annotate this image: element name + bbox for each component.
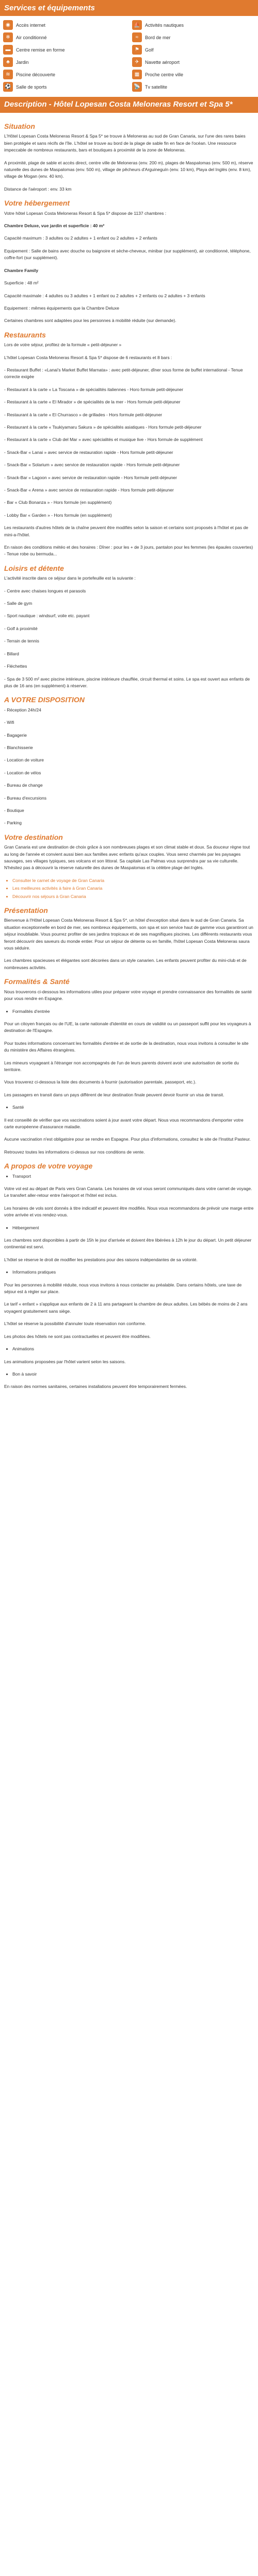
heb-text-9: Certaines chambres sont adaptées pour les personnes à mobilité réduite (sur demande). — [4, 318, 176, 324]
sante-list — [4, 1104, 254, 1111]
sante-item: • Santé — [12, 1104, 254, 1111]
formalites-text-5: Vous trouverez ci-dessous la liste des documents à fournir (autorisation parentale, passeport, etc.). — [4, 1079, 197, 1085]
loisir-item: - Centre avec chaises longues et parasols — [4, 588, 86, 594]
loisir-item: - Terrain de tennis — [4, 638, 39, 644]
restaurant-item: - Restaurant à la carte « Tsukiyamaru Sakura » de spécialités asiatiques - Hors formule petit-déjeuner — [4, 424, 202, 430]
restaurant-list — [4, 367, 254, 519]
loisir-item: - Fléchettes — [4, 664, 27, 669]
rest-note-2: En raison des conditions météo et des horaires : Dîner : pour les + de 3 jours, pantalon pour les femmes (les épaules couvertes) - Tenue robe ou bermuda... — [4, 545, 253, 557]
restaurant-item: - Restaurant Buffet : «Lanai's Market Buffet Marnata» : avec petit-déjeuner, dîner sous forme de buffet international - Tenue correcte exigée — [4, 367, 243, 380]
formalites-heading: Formalités & Santé — [4, 977, 70, 986]
destination-text: Gran Canaria est une destination de choix grâce à son nombreuses plages et son climat stable et doux. Sa douceur règne tout au long de l'année et convient aussi bien aux familles avec enfants qu'aux couples. Vous serez charmés par les paysages sauvages, ses villages typiques, ses volcans et son littoral. Sa capitale Las Palmas vous surprendra par sa vie culturelle. N'hésitez pas à découvrir la réserve naturelle des dunes de Maspalomas et la célèbre plage del Inglés. — [4, 844, 250, 871]
restaurant-item: - Snack-Bar « Lanai » avec service de restauration rapide - Hors formule petit-déjeuner — [4, 449, 173, 455]
boat-icon: ⛵ — [132, 20, 142, 30]
service-label: Salle de sports — [16, 84, 47, 90]
formalites-text-9: Retrouvez toutes les informations ci-dessus sur nos conditions de vente. — [4, 1149, 145, 1155]
restaurant-item: - Restaurant à la carte « La Toscana » de spécialités italiennes - Horo formule petit-déjeuner — [4, 386, 184, 392]
description-title: Description - Hôtel Lopesan Costa Meloneras Resort et Spa 5* — [0, 97, 258, 113]
disposition-item: - Blanchisserie — [4, 744, 33, 750]
formalites-text-4: Les mineurs voyageant à l'étranger non accompagnés de l'un de leurs parents doivent avoir une autorisation de sortie du territoire. — [4, 1060, 239, 1072]
propos-text-2: Les horaires de vols sont donnés à titre indicatif et peuvent être modifiés. Nous vous recommandons de prévoir une marge entre votre arrivée et vos rendez-vous. — [4, 1205, 254, 1218]
loisir-item: - Golf à proximité — [4, 625, 38, 631]
presentation-heading: Présentation — [4, 906, 48, 915]
loisirs-heading: Loisirs et détente — [4, 564, 64, 572]
service-item — [3, 45, 126, 55]
situation-heading: Situation — [4, 122, 35, 130]
service-label: Centre remise en forme — [16, 47, 65, 53]
infos-list — [4, 1269, 254, 1276]
service-label: Jardin — [16, 59, 29, 65]
formalites-list — [4, 1008, 254, 1015]
restaurant-item: - Restaurant à la carte « El Churrasco » de grillades - Hors formule petit-déjeuner — [4, 412, 163, 417]
formalites-text: Nous trouverons ci-dessous les informations utiles pour préparer votre voyage et prendre connaissance des formalités de santé pour vous rendre en Espagne. — [4, 989, 252, 1002]
service-item — [3, 82, 126, 92]
heb-text-4: Equipement : Salle de bains avec douche ou baignoire et sèche-cheveux, minibar (sur supplément), air conditionné, téléphone, coffre-fort (sur supplément). — [4, 248, 251, 261]
formalites-text-8: Aucune vaccination n'est obligatoire pour se rendre en Espagne. Pour plus d'informations, consultez le site de l'Institut Pasteur. — [4, 1137, 251, 1142]
satellite-icon: 📡 — [132, 82, 142, 92]
disposition-item: - Boutique — [4, 807, 24, 813]
infos-item: • Informations pratiques — [12, 1269, 254, 1276]
disposition-item: - Bagagerie — [4, 732, 27, 738]
propos-text: Votre vol est au départ de Paris vers Gran Canaria. Les horaires de vol vous seront communiqués dans votre carnet de voyage. Le transfert aller-retour entre l'aéroport et l'hôtel est inclus. — [4, 1186, 252, 1198]
presentation-text-2: Les chambres spacieuses et élégantes sont décorées dans un style canarien. Les enfants peuvent profiter du mini-club et de nombreuses activités. — [4, 958, 247, 970]
heb-text-2: Chambre Deluxe, vue jardin et superficie : 40 m² — [4, 223, 105, 229]
disposition-heading: A VOTRE DISPOSITION — [4, 696, 85, 704]
pool-icon: ≋ — [3, 70, 13, 79]
formalites-text-7: Il est conseillé de vérifier que vos vaccinations soient à jour avant votre départ. Nous vous recommandons d'emporter votre carte européenne d'assurance maladie. — [4, 1117, 244, 1129]
loisir-item: - Salle de gym — [4, 601, 33, 606]
service-label: Golf — [145, 47, 154, 53]
destination-links — [4, 877, 254, 900]
disposition-item: - Bureau de change — [4, 783, 43, 788]
bon-a-savoir-item: • Bon à savoir — [12, 1371, 254, 1378]
propos-text-9: Les animations proposées par l'hôtel varient selon les saisons. — [4, 1359, 126, 1364]
wave-icon: ≈ — [132, 32, 142, 42]
loisirs-list — [4, 588, 254, 670]
hebergement-heading: Votre hébergement — [4, 199, 70, 208]
service-label: Piscine découverte — [16, 72, 56, 77]
hebergement-list — [4, 1225, 254, 1231]
service-label: Navette aéroport — [145, 59, 180, 65]
formalites-text-3: Pour toutes informations concernant les formalités d'entrée et de sortie de la destination, nous vous invitons à consulter le site du ministère des Affaires étrangères. — [4, 1040, 249, 1053]
formalites-text-2: Pour un citoyen français ou de l'UE, la carte nationale d'identité en cours de validité ou un passeport suffit pour les voyageurs à destination de l'Espagne. — [4, 1021, 251, 1033]
animations-list — [4, 1346, 254, 1352]
disposition-item: - Location de voiture — [4, 757, 44, 763]
service-item — [3, 20, 126, 30]
situation-text-2: A proximité, plage de sable et accès direct, centre ville de Meloneras (env. 200 m), plages de Maspalomas (env. 500 m), réserve naturelle des dunes de Maspalomas (env. 500 m), village de pêcheurs d'Arguineguín (env. 10 km), Playa del Inglés (env. 8 km), village de Mogan (env. 40 km). — [4, 160, 253, 179]
disposition-item: - Wifi — [4, 720, 14, 725]
golf-icon: ⚑ — [132, 45, 142, 55]
service-label: Air conditionné — [16, 35, 47, 40]
service-label: Proche centre ville — [145, 72, 184, 77]
service-item — [132, 57, 255, 67]
destination-link[interactable]: • Les meilleures activités à faire à Gran Canaria — [12, 885, 254, 892]
disposition-item: - Bureau d'excursions — [4, 795, 46, 801]
service-item — [3, 57, 126, 67]
heb-text-6: Superficie : 48 m² — [4, 280, 39, 286]
service-label: Bord de mer — [145, 35, 171, 40]
services-title: Services et équipements — [0, 0, 258, 16]
animations-item: • Animations — [12, 1346, 254, 1352]
situation-text-3: Distance de l'aéroport : env. 33 km — [4, 186, 72, 192]
restaurant-item: - Restaurant à la carte « El Mirador » de spécialités de la mer - Hors formule petit-déjeuner — [4, 399, 181, 405]
heb-text-8: Equipement : mêmes équipements que la Chambre Deluxe — [4, 305, 120, 311]
destination-link[interactable]: • Découvrir nos séjours à Gran Canaria — [12, 893, 254, 900]
services-grid — [0, 16, 258, 97]
city-icon: ▦ — [132, 70, 142, 79]
propos-text-3: Les chambres sont disponibles à partir de 15h le jour d'arrivée et doivent être libérées à 12h le jour du départ. Un petit déjeuner continental est servi. — [4, 1238, 252, 1250]
service-item — [132, 20, 255, 30]
disposition-item: - Location de vélos — [4, 770, 41, 775]
description-content — [0, 113, 258, 1391]
disposition-item: - Parking — [4, 820, 22, 826]
rest-text-2: L'hôtel Lopesan Costa Meloneras Resort & Spa 5* dispose de 6 restaurants et 8 bars : — [4, 354, 172, 360]
heb-text-5: Chambre Family — [4, 267, 39, 273]
propos-text-5: Pour les personnes à mobilité réduite, nous vous invitons à nous contacter au préalable. Dans certains hôtels, une taxe de séjour est à régler sur place. — [4, 1282, 242, 1295]
wifi-icon: ◉ — [3, 20, 13, 30]
loisirs-text: L'activité inscrite dans ce séjour dans le portefeuille est la suivante : — [4, 575, 136, 581]
dumbbell-icon: ▬ — [3, 45, 13, 55]
rest-text-1: Lors de votre séjour, profitez de la formule « petit-déjeuner » — [4, 342, 122, 348]
propos-text-7: L'hôtel se réserve la possibilité d'annuler toute réservation non conforme. — [4, 1321, 146, 1327]
propos-text-8: Les photos des hôtels ne sont pas contractuelles et peuvent être modifiées. — [4, 1333, 151, 1339]
propos-text-4: L'hôtel se réserve le droit de modifier les prestations pour des raisons indépendantes de sa volonté. — [4, 1257, 198, 1262]
heb-text-1: Votre hôtel Lopesan Costa Meloneras Resort & Spa 5* dispose de 1137 chambres : — [4, 210, 167, 216]
propos-text-10: En raison des normes sanitaires, certaines installations peuvent être temporairement fermées. — [4, 1384, 187, 1389]
heb-text-3: Capacité maximum : 3 adultes ou 2 adultes + 1 enfant ou 2 adultes + 2 enfants — [4, 235, 157, 241]
hebergement-item: • Hébergement — [12, 1225, 254, 1231]
service-item — [3, 32, 126, 42]
plane-icon: ✈ — [132, 57, 142, 67]
sports-icon: ⚽ — [3, 82, 13, 92]
bon-a-savoir-list — [4, 1371, 254, 1378]
situation-text-1: L'Hôtel Lopesan Costa Meloneras Resort & Spa 5* se trouve à Meloneras au sud de Gran Canaria, sur l'une des rares baies bien protégée et sans récifs de l'île. L'hôtel se trouve au bord de la plage de sable fin en face de l'océan. Une ressource impeccable de nombreux restaurants, bars et boutiques à proximité de la zone de Meloneras. — [4, 133, 246, 153]
snowflake-icon: ❄ — [3, 32, 13, 42]
restaurant-item: - Snack-Bar « Solarium » avec service de restauration rapide - Hors formule petit-déjeuner — [4, 462, 180, 468]
loisir-item: - Sport nautique : windsurf, voile etc. payant — [4, 613, 90, 619]
restaurant-item: - Restaurant à la carte « Club del Mar » avec spécialités et musique live - Hors formule de supplément — [4, 437, 203, 443]
restaurant-item: - Lobby Bar « Garden » - Hors formule (en supplément) — [4, 512, 112, 518]
service-label: Tv satellite — [145, 84, 168, 90]
disposition-list — [4, 707, 254, 827]
transport-list — [4, 1173, 254, 1180]
service-item — [132, 70, 255, 79]
service-label: Activités nautiques — [145, 22, 184, 28]
destination-heading: Votre destination — [4, 833, 63, 841]
heb-text-7: Capacité maximale : 4 adultes ou 3 adultes + 1 enfant ou 2 adultes + 2 enfants ou 2 adultes + 3 enfants — [4, 293, 205, 298]
disposition-item: - Réception 24h/24 — [4, 707, 41, 713]
restaurant-item: - Bar « Club Bonanza » - Hors formule (en supplément) — [4, 500, 112, 505]
transport-item: • Transport — [12, 1173, 254, 1180]
service-item — [132, 32, 255, 42]
service-item — [132, 82, 255, 92]
restaurant-item: - Snack-Bar « Arena » avec service de restauration rapide - Hors formule petit-déjeuner — [4, 487, 174, 493]
tree-icon: ♣ — [3, 57, 13, 67]
loisirs-note: - Spa de 3 500 m² avec piscine intérieure, piscine intérieure chauffée, circuit thermal et soins. Le spa est ouvert aux enfants de plus de 16 ans (en supplément) à réserver. — [4, 676, 250, 688]
service-label: Accès internet — [16, 22, 46, 28]
destination-link[interactable]: • Consulter le carnet de voyage de Gran Canaria — [12, 877, 254, 884]
service-item — [3, 70, 126, 79]
service-item — [132, 45, 255, 55]
restaurant-item: - Snack-Bar « Lagoon » avec service de restauration rapide - Hors formule petit-déjeuner — [4, 474, 177, 480]
rest-note: Les restaurants d'autres hôtels de la chaîne peuvent être modifiés selon la saison et certains sont proposés à l'hôtel et pas de mini-a-l'hôtel. — [4, 525, 248, 537]
restaurants-heading: Restaurants — [4, 330, 46, 339]
loisir-item: - Billard — [4, 651, 19, 656]
propos-text-6: Le tarif « enfant » s'applique aux enfants de 2 à 11 ans partageant la chambre de deux adultes. Les bébés de moins de 2 ans voyagent gratuitement sans siège. — [4, 1301, 248, 1314]
presentation-text: Bienvenue à l'Hôtel Lopesan Costa Meloneras Resort & Spa 5*, un hôtel d'exception situé dans le sud de Gran Canaria. Sa situation exceptionnelle en bord de mer, ses nombreux équipements, son spa et son service haut de gamme vous garantiront un séjour inoubliable. Vous pourrez profiter de ses jardins tropicaux et de ses magnifiques piscines. Les différents restaurants vous feront découvrir des saveurs du monde entier. Pour un séjour de détente ou en famille, l'hôtel Lopesan Costa Meloneras saura vous séduire. — [4, 918, 253, 951]
formalites-item: • Formalités d'entrée — [12, 1008, 254, 1015]
propos-heading: A propos de votre voyage — [4, 1162, 93, 1171]
formalites-text-6: Les passagers en transit dans un pays différent de leur destination finale peuvent devoir fournir un visa de transit. — [4, 1092, 224, 1097]
